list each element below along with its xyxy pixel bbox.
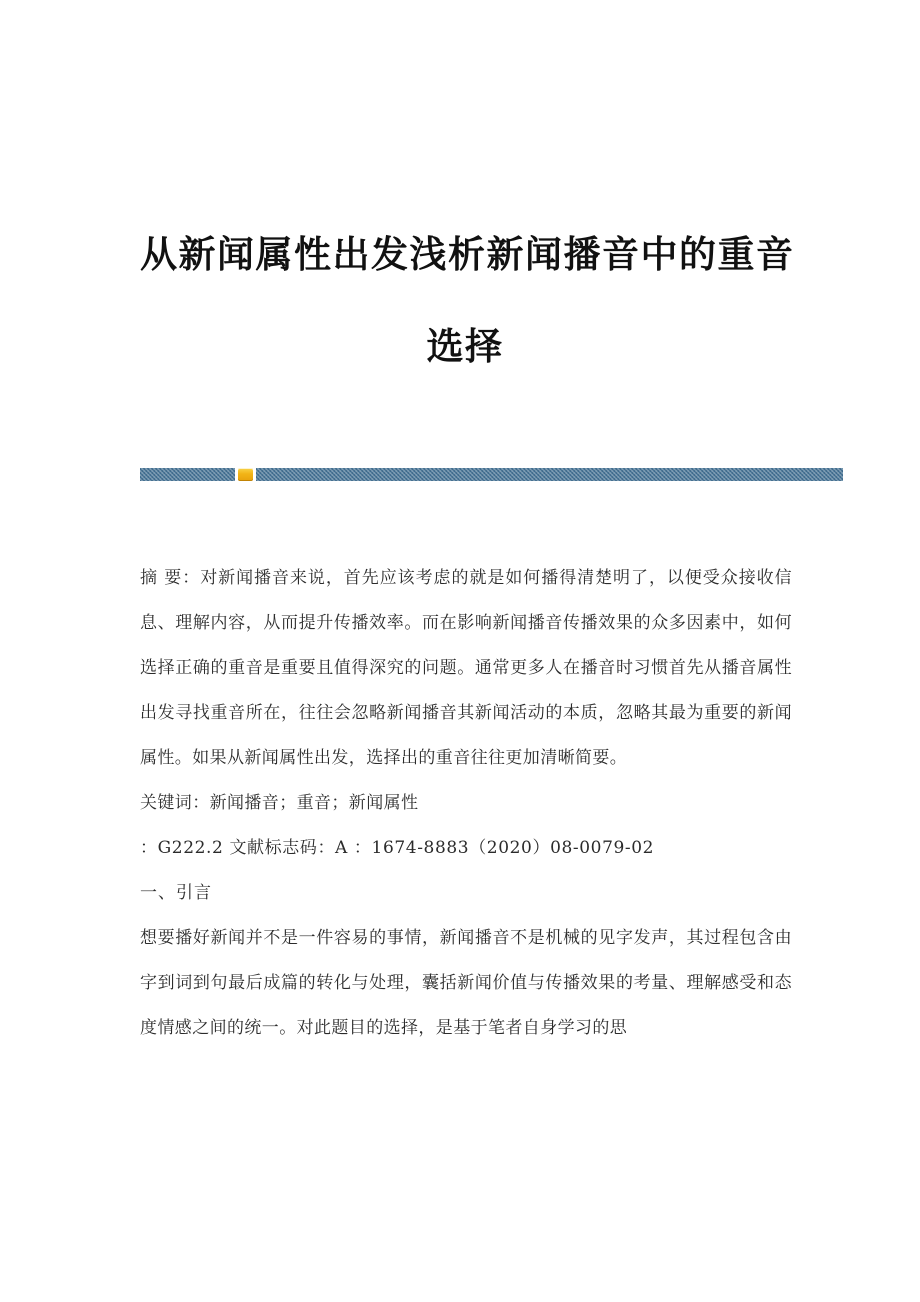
abstract-paragraph: 摘 要：对新闻播音来说，首先应该考虑的就是如何播得清楚明了，以便受众接收信息、理解内容，从而提升传播效率。而在影响新闻播音传播效果的众多因素中，如何选择正确的重音是重要且值得深究的问题。通常更多人在播音时习惯首先从播音属性出发寻找重音所在，往往会忽略新闻播音其新闻活动的本质，忽略其最为重要的新闻属性。如果从新闻属性出发，选择出的重音往往更加清晰简要。 — [140, 568, 792, 768]
body-paragraph: 想要播好新闻并不是一件容易的事情，新闻播音不是机械的见字发声，其过程包含由字到词到句最后成篇的转化与处理，囊括新闻价值与传播效果的考量、理解感受和态度情感之间的统一。对此题目的选择，是基于笔者自身学习的思 — [140, 928, 792, 1038]
page-title — [140, 208, 795, 392]
section-heading-introduction: 一、引言 — [140, 883, 212, 903]
classification-line: ：G222.2 文献标志码：A ：1674-8883（2020）08-0079-02 — [140, 838, 655, 858]
divider-gem-icon — [235, 464, 256, 485]
keywords-line: 关键词：新闻播音；重音；新闻属性 — [140, 793, 419, 813]
article-content — [140, 556, 792, 1051]
title-line-2: 选择 — [426, 324, 504, 368]
decorative-divider — [140, 464, 843, 486]
title-line-1: 从新闻属性出发浅析新闻播音中的重音 — [140, 232, 795, 276]
